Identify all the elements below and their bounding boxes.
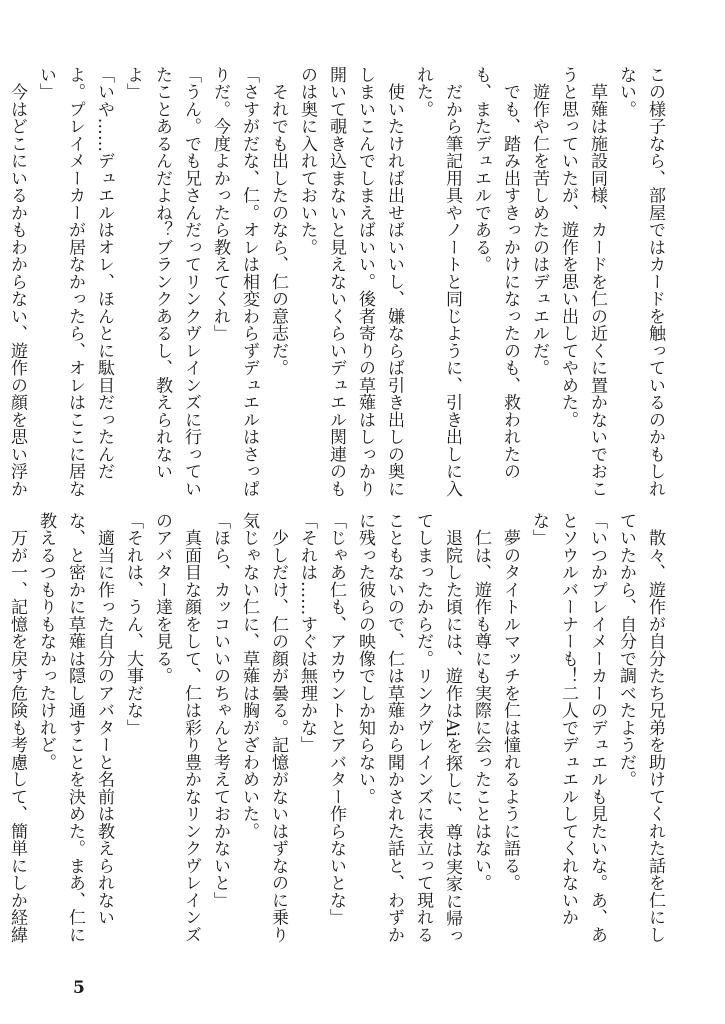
upper-text-block: この様子なら、部屋ではカードを触っているのかもしれない。 草薙は施設同様、カードを仁の近くに置かないでおこうと思っていたが、遊作を思い出してやめた。 遊作や仁を苦しめたのはデュエルだ。 でも、踏み出すきっかけになったのも、救われたのも、またデュエルである。 だから筆記用具やノートと同じように、引き出しに入れた。 使いたければ出せばいいし、嫌ならば引き出しの奥にしまいこんでしまえばいい。後者寄りの草薙はしっかり開いて覗き込まないと見えないくらいデュエル関連のものは奥に入れておいた。 それでも出したのなら、仁の意志だ。 「さすがだな、仁。オレは相変わらずデュエルはさっぱりだ。今度よかったら教えてくれ」 「うん。でも兄さんだってリンクヴレインズに行っていたことあるんだよね？ブランクあるし、教えられないよ」 「いや……デュエルはオレ、ほんとに駄目だったんだよ。プレイメーカーが居なかったら、オレはここに居ない」 今はどこにいるかもわからない、遊作の顔を思い浮か <box>7 66 665 498</box>
lower-text-block: 散々、遊作が自分たち兄弟を助けてくれた話を仁にしていたから、自分で調べたようだ。 「いつかプレイメーカーのデュエルも見たいな。あ、あとソウルバーナーも！二人でデュエルしてくれないかな」 夢のタイトルマッチを仁は憧れるように語る。 仁は、遊作も尊にも実際に会ったことはない。 退院した頃には、遊作はAiを探しに、尊は実家に帰ってしまったからだ。リンクヴレインズに表立って現れることもないので、仁は草薙から聞かされた話と、わずかに残った彼らの映像でしか知らない。 「じゃあ仁も、アカウントとアバター作らないとな」 「それは……すぐは無理かな」 少しだけ、仁の顔が曇る。記憶がないはずなのに乗り気じゃない仁に、草薙は胸がざわめいた。 「ほら、カッコいいのちゃんと考えておかないと」 真面目な顔をして、仁は彩り豊かなリンクヴレインズのアバター達を見る。 「それは、うん、大事だな」 適当に作った自分のアバターと名前は教えられないな、と密かに草薙は隠し通すことを決めた。まあ、仁に教えるつもりもなかったけれど。 万が一、記憶を戻す危険も考慮して、簡単にしか経緯 <box>7 512 665 945</box>
page-number: 5 <box>73 978 85 998</box>
